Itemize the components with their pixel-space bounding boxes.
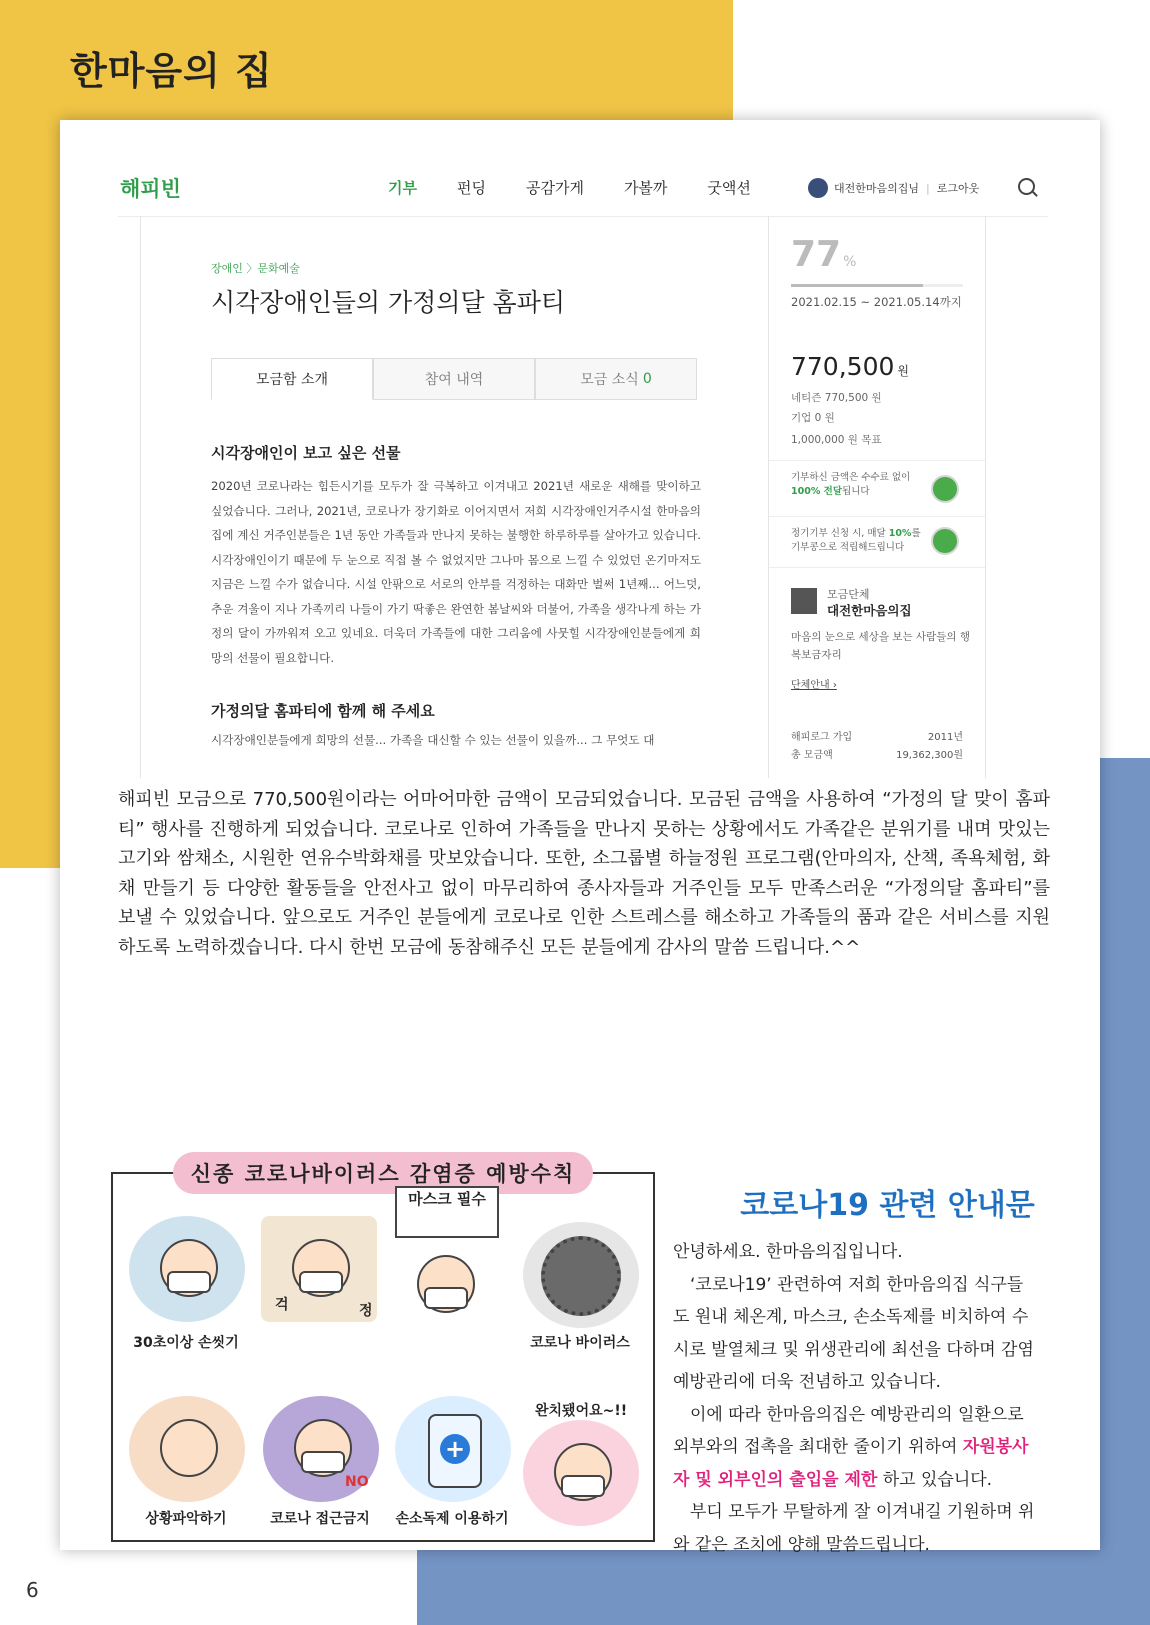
mask <box>301 1451 345 1473</box>
fee-notice <box>791 471 941 499</box>
organization-name[interactable]: 대전한마음의집 <box>827 603 912 618</box>
organization-info-link[interactable]: 단체안내 › <box>791 680 837 691</box>
happybean-nav <box>118 158 1048 217</box>
notice-title: 코로나19 관련 안내문 <box>740 1188 1035 1223</box>
tab-news[interactable] <box>535 358 697 400</box>
menu-item-donate[interactable]: 기부 <box>388 179 417 197</box>
plus-icon: + <box>440 1434 470 1464</box>
caption-virus: 코로나 바이러스 <box>530 1335 630 1351</box>
percent-value: 77 <box>791 234 842 275</box>
cured-bubble: 완치됐어요~!! <box>535 1403 628 1419</box>
company-amount: 기업 0 원 <box>791 412 835 424</box>
raised-amount <box>791 352 909 381</box>
cured-illustration <box>523 1420 639 1526</box>
organization-thumbnail[interactable] <box>791 588 817 614</box>
caption-no-approach: 코로나 접근금지 <box>270 1511 370 1527</box>
percent-unit: % <box>843 254 857 270</box>
avatar <box>808 178 828 198</box>
coins-icon <box>931 475 959 503</box>
doctor-handwash-illustration <box>129 1216 245 1322</box>
mask <box>299 1271 343 1293</box>
happybean-screenshot <box>118 158 1048 778</box>
sanitizer-bottle-icon <box>428 1414 482 1488</box>
worry-char-2: 정 <box>359 1303 373 1319</box>
regular-notice <box>791 527 941 555</box>
menu-item-visit[interactable]: 가볼까 <box>623 179 668 197</box>
bean-icon <box>931 527 959 555</box>
regular-notice-box <box>769 516 985 568</box>
search-icon[interactable] <box>1018 178 1035 195</box>
content-card <box>60 120 1100 1555</box>
notice-paragraph-3: 부디 모두가 무탈하게 잘 이겨내길 기원하며 위와 같은 조치에 양해 말씀드립니다. <box>673 1502 1035 1555</box>
virus-illustration <box>523 1222 639 1328</box>
project-tabs <box>211 358 697 400</box>
join-label: 해피로그 가입 <box>791 732 853 743</box>
amount-value: 770,500 <box>791 352 895 381</box>
no-sign: NO <box>345 1474 369 1490</box>
notice-paragraph-2 <box>673 1399 1038 1497</box>
progress-bar <box>791 284 963 287</box>
mask <box>424 1287 468 1309</box>
organization-description: 마음의 눈으로 세상을 보는 사람들의 행복보금자리 <box>791 631 970 661</box>
total-row <box>791 746 963 761</box>
category-breadcrumb[interactable]: 장애인 〉문화예술 <box>211 262 300 275</box>
user-area <box>808 178 979 198</box>
worry-char-1: 걱 <box>275 1297 289 1313</box>
join-year: 2011년 <box>927 732 963 743</box>
progress-fill <box>791 284 923 287</box>
total-value: 19,362,300원 <box>896 750 963 761</box>
progress-percent <box>791 234 856 275</box>
tab-news-label: 모금 소식 <box>580 372 639 388</box>
mask-sign: 마스크 필수 <box>395 1186 499 1238</box>
summary-paragraph: 해피빈 모금으로 770,500원이라는 어마어마한 금액이 모금되었습니다. 모금된 금액을 사용하여 “가정의 달 맞이 홈파티” 행사를 진행하게 되었습니다. 코로나로 인하여 가족들을 만나지 못하는 상황에서도 가족같은 분위기를 내며 맛있는 고기와 쌈채소, 시원한 연유수박화채를 맛보았습니다. 또한, 소그룹별 하늘정원 프로그램(안마의자, 산책, 족욕체험, 화채 만들기 등 다양한 활동들을 안전사고 없이 마무리하여 종사자들과 거주인들 모두 만족스러운 “가정의달 홈파티”를 보낼 수 있었습니다. 앞으로도 거주인 분들에게 코로나로 인한 스트레스를 해소하고 가족들의 품과 같은 서비스를 지원하도록 노력하겠습니다. 다시 한번 모금에 동참해주신 모든 분들에게 감사의 말씀 드립니다.^^ <box>118 789 1050 958</box>
fee-notice-rest: 됩니다 <box>842 486 870 497</box>
regular-notice-line1: 정기기부 신청 시, 매달 <box>791 528 889 539</box>
regular-notice-rest: 를 <box>911 528 921 539</box>
prevention-poster <box>111 1162 655 1542</box>
logout-link[interactable]: 로그아웃 <box>936 182 980 195</box>
poster-title: 신종 코로나바이러스 감염증 예방수칙 <box>173 1152 593 1194</box>
regular-notice-line2: 기부콩으로 적립해드립니다 <box>791 542 905 553</box>
regular-notice-strong: 10% <box>888 528 912 539</box>
project-main <box>140 216 769 778</box>
goal-amount: 1,000,000 원 목표 <box>791 434 882 446</box>
divider: | <box>926 181 930 195</box>
notice-paragraph-1: ‘코로나19’ 관련하여 저희 한마음의집 식구들도 원내 체온계, 마스크, 손소독제를 비치하여 수시로 발열체크 및 위생관리에 최선을 다하며 감염 예방관리에 더욱 전념하고 있습니다. <box>673 1274 1034 1392</box>
tab-history-label: 참여 내역 <box>424 372 484 388</box>
fee-notice-strong: 100% 전달 <box>791 486 843 497</box>
check-situation-illustration <box>129 1396 245 1502</box>
section-title-gift: 시각장애인이 보고 싶은 선물 <box>211 444 401 462</box>
page-number: 6 <box>26 1578 39 1602</box>
amount-unit: 원 <box>897 364 909 378</box>
notice-body <box>673 1236 1038 1561</box>
notice-p2-after: 하고 있습니다. <box>877 1469 993 1490</box>
story-text: 2020년 코로나라는 힘든시기를 모두가 잘 극복하고 이겨내고 2021년 새로운 새해를 맞이하고 싶었습니다. 그러나, 2021년, 코로나가 장기화로 이어지면서 저희 시각장애인거주시설 한마음의집에 계신 거주인분들은 1년 동안 가족들과 만나지 못하는 불행한 하루하루를 살아가고 있습니다. 시각장애인이기 때문에 두 눈으로 직접 볼 수 없었지만 그나마 몸으로 느낄 수 있었던 온기마저도 지금은 느낄 수가 없습니다. 시설 안팎으로 서로의 안부를 걱정하는 대화만 벌써 1년째... 어느덧, 추운 겨울이 지나 가족끼리 나들이 가기 딱좋은 완연한 봄날씨와 더불어, 가족을 생각나게 하는 가정의 달이 가까워져 오고 있네요. 더욱더 가족들에 대한 그리움에 사뭇힐 시각장애인분들에게 희망의 선물이 필요합니다. <box>211 479 701 665</box>
tab-intro-label: 모금함 소개 <box>255 372 329 388</box>
menu-item-shop[interactable]: 공감가게 <box>525 179 584 197</box>
caption-handwash: 30초이상 손씻기 <box>133 1335 239 1351</box>
virus-icon <box>541 1236 621 1316</box>
sanitizer-illustration <box>395 1396 511 1502</box>
donation-sidebar <box>768 216 986 778</box>
fee-notice-line1: 기부하신 금액은 수수료 없이 <box>791 472 911 483</box>
notice-p2-before: 이에 따라 한마음의집은 예방관리의 일환으로 외부와의 접촉을 최대한 줄이기 위하여 <box>673 1404 1024 1457</box>
happybean-logo[interactable]: 해피빈 <box>120 177 181 201</box>
notice-p2-highlight: 자원봉사자 및 외부인의 출입을 제한 <box>673 1437 1029 1490</box>
mask <box>167 1271 211 1293</box>
notice-greeting: 안녕하세요. 한마음의집입니다. <box>673 1242 903 1262</box>
menu-item-funding[interactable]: 펀딩 <box>456 179 486 197</box>
netizen-amount: 네티즌 770,500 원 <box>791 392 882 404</box>
join-row <box>791 728 963 743</box>
page-title: 한마음의 집 <box>70 49 273 93</box>
total-label: 총 모금액 <box>791 750 833 761</box>
caption-check: 상황파악하기 <box>145 1511 227 1527</box>
face <box>160 1419 218 1477</box>
fundraising-period: 2021.02.15 ~ 2021.05.14까지 <box>791 295 962 309</box>
caption-sanitizer: 손소독제 이용하기 <box>395 1511 509 1527</box>
happybean-menu <box>388 177 751 198</box>
tab-history[interactable] <box>373 358 535 400</box>
tab-intro[interactable] <box>211 358 373 400</box>
project-title: 시각장애인들의 가정의달 홈파티 <box>211 288 565 317</box>
organization-label: 모금단체 <box>827 588 870 601</box>
mask <box>561 1475 605 1497</box>
user-name[interactable]: 대전한마음의집님 <box>834 182 920 195</box>
doctor-sign-illustration <box>389 1238 499 1332</box>
section-title-party: 가정의달 홈파티에 함께 해 주세요 <box>211 702 435 720</box>
story-text-2: 시각장애인분들에게 희망의 선물... 가족을 대신할 수 있는 선물이 있을까... 그 무엇도 대 <box>211 733 655 747</box>
menu-item-goodaction[interactable]: 굿액션 <box>707 179 751 197</box>
tab-news-count: 0 <box>642 371 652 387</box>
